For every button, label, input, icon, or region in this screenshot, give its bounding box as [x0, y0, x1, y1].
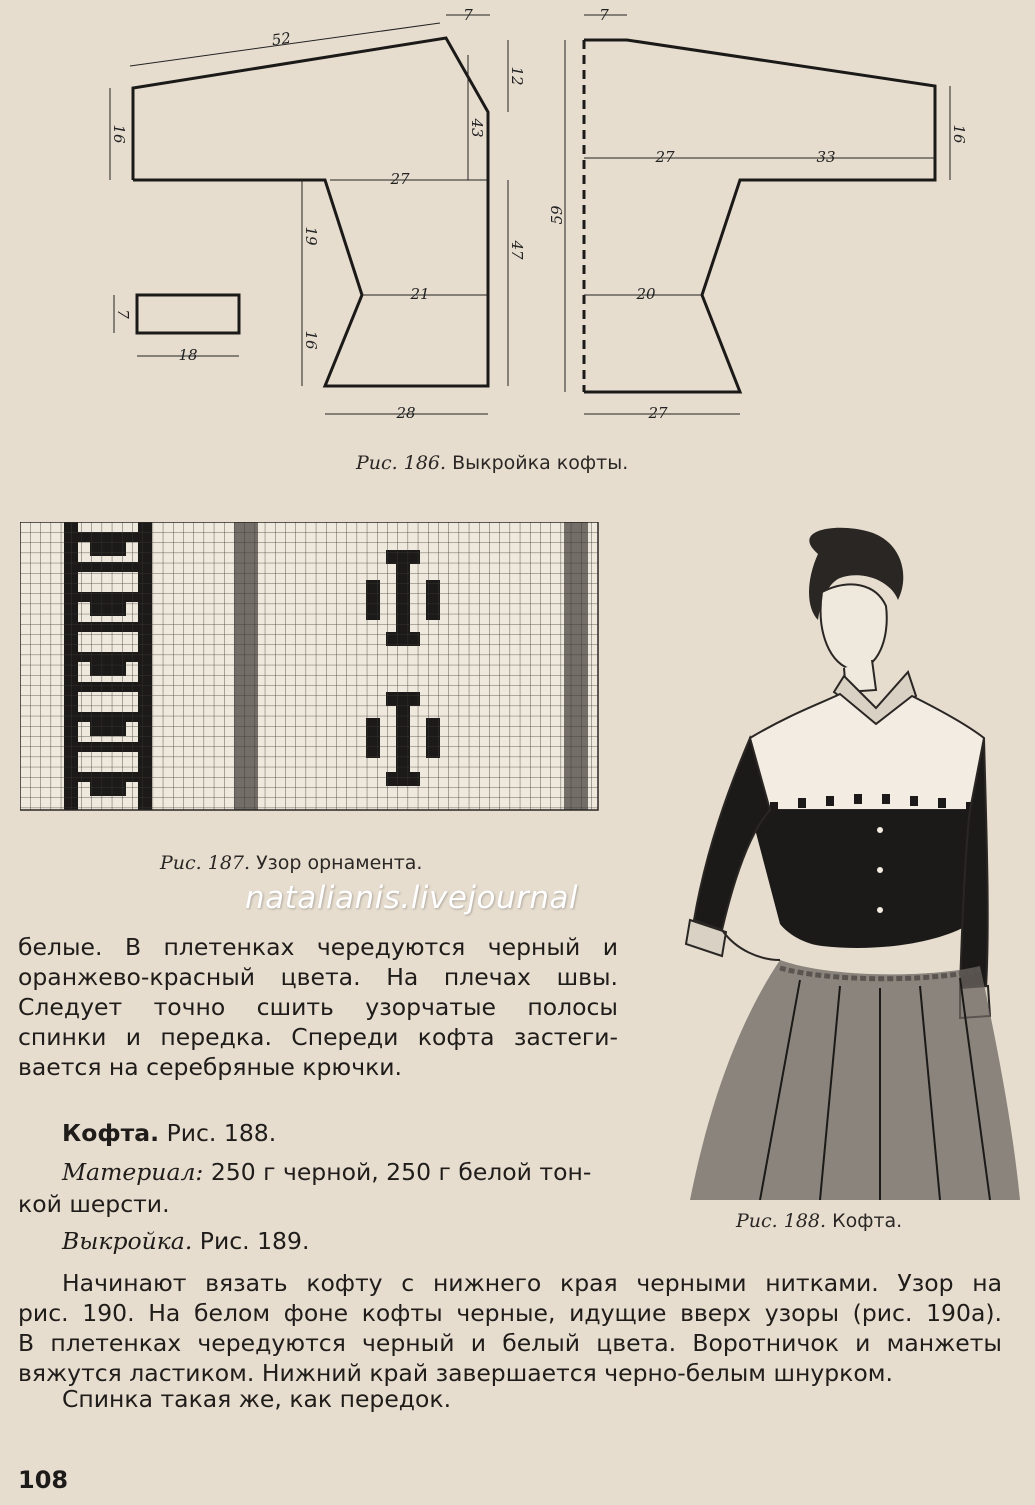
para1-line-3: Следует точно сшить узорчатые полосы [18, 993, 618, 1021]
dim-back-side-upper: 19 [302, 226, 320, 246]
dim-back-body-width: 27 [390, 170, 410, 188]
dim-front-waist: 20 [636, 285, 656, 303]
vykroika-ref: Рис. 189. [199, 1227, 310, 1255]
paragraph-2 [18, 1268, 1002, 1388]
para3-text: Спинка такая же, как передок. [62, 1385, 452, 1413]
dim-strip-width: 18 [178, 346, 198, 364]
figure188-caption-text: Кофта. [832, 1210, 903, 1232]
pattern-diagram [0, 0, 1035, 440]
dim-back-shoulder-drop: 12 [508, 66, 526, 86]
skirt [690, 960, 1020, 1200]
material-line [62, 1157, 618, 1187]
dim-back-hem: 28 [396, 404, 416, 422]
blouse-illustration [640, 520, 1020, 1200]
material-label: Материал: [62, 1158, 204, 1186]
kofta-ref: Рис. 188. [166, 1119, 277, 1147]
figure187-caption [160, 852, 422, 874]
dim-strip-height: 7 [114, 309, 132, 319]
vykroika-line [62, 1226, 309, 1256]
dim-front-length: 59 [548, 205, 566, 225]
material-line1: 250 г черной, 250 г белой тон- [210, 1158, 592, 1186]
figure188-caption-num: Рис. 188. [736, 1210, 827, 1232]
para2-line-1: Начинают вязать кофту с нижнего края черными нитками. Узор на [62, 1269, 1002, 1297]
figure188-caption [736, 1210, 902, 1232]
para2-line-2: рис. 190. На белом фоне кофты черные, идущие вверх узоры (рис. 190а). [18, 1299, 1002, 1327]
front-piece-outline [584, 40, 935, 392]
watermark: natalianis.livejournal [245, 880, 579, 916]
para1-line-4: спинки и передка. Спереди кофта застеги- [18, 1023, 618, 1051]
strip-piece [137, 295, 239, 333]
figure186-caption [356, 452, 628, 474]
paragraph-1 [18, 932, 618, 1082]
dim-front-sleeve: 33 [816, 148, 836, 166]
figure186-caption-text: Выкройка кофты. [452, 452, 629, 474]
dim-back-top: 52 [270, 28, 293, 50]
page-number: 108 [18, 1466, 69, 1494]
face [821, 584, 887, 670]
dark-bodice [750, 810, 984, 948]
paragraph-3 [62, 1384, 451, 1414]
figure186-caption-num: Рис. 186. [356, 452, 447, 474]
para2-line-4: вяжутся ластиком. Нижний край завершается черно-белым шнурком. [18, 1359, 893, 1387]
dim-front-sleeve-height: 16 [950, 124, 968, 144]
para2-line-3: В плетенках чередуются черный и белый цвета. Воротничок и манжеты [18, 1329, 1002, 1357]
kofta-heading [62, 1118, 276, 1148]
figure187-caption-num: Рис. 187. [160, 852, 251, 874]
dim-back-shoulder-top: 7 [463, 6, 473, 24]
dim-back-armhole: 43 [468, 118, 486, 138]
dim-front-shoulder-top: 7 [599, 6, 609, 24]
para1-line-5: вается на серебряные крючки. [18, 1053, 403, 1081]
dim-front-hem: 27 [648, 404, 668, 422]
kofta-bold: Кофта. [62, 1119, 160, 1147]
para1-line-1: белые. В плетенках чередуются черный и [18, 933, 618, 961]
ornament-chart [20, 522, 600, 812]
dim-back-side-lower: 16 [302, 330, 320, 350]
dim-back-length: 47 [508, 240, 526, 260]
material-cont [18, 1189, 170, 1219]
dim-back-sleeve-height: 16 [110, 124, 128, 144]
figure187-caption-text: Узор орнамента. [256, 852, 423, 874]
material-line2: кой шерсти. [18, 1190, 170, 1218]
para1-line-2: оранжево-красный цвета. На плечах швы. [18, 963, 618, 991]
vykroika-label: Выкройка. [62, 1227, 193, 1255]
dim-back-waist: 21 [410, 285, 430, 303]
dim-front-body-width: 27 [655, 148, 675, 166]
